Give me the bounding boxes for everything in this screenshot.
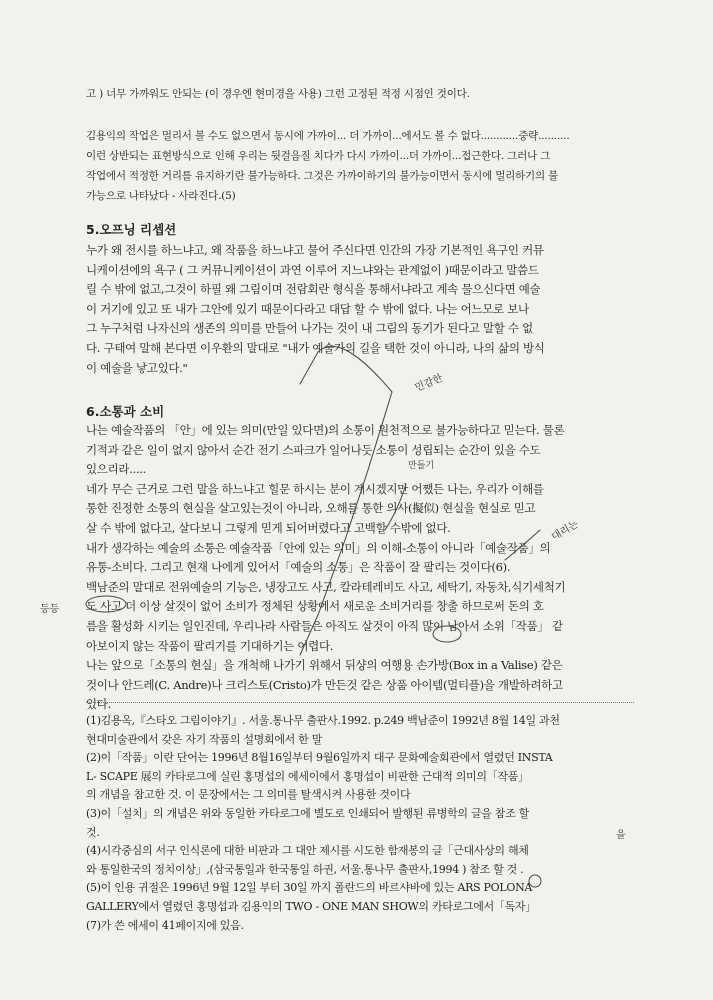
quote-line: 가능으로 나타났다 - 사라진다.(5) xyxy=(86,190,236,202)
body-line: 나는 예술작품의 「안」에 있는 의미(만일 있다면)의 소통이 원천적으로 불가능하다고 믿는다. 물론 xyxy=(86,423,565,437)
footnote-line: 와 통일한국의 정치이상」,(삼국통일과 한국통일 하권, 서울.통나무 출판사,1994 ) 참조 할 것 . xyxy=(86,862,524,876)
footnote-line: 의 개념을 참고한 것. 이 문장에서는 그 의미를 탈색시켜 사용한 것이다 xyxy=(86,788,411,802)
annotation-long-stroke xyxy=(300,392,392,655)
annotation-check-stroke xyxy=(300,346,392,392)
footnote-line: (3)이「설치」의 개념은 위와 동일한 카타로그에 별도로 인쇄되어 발행된 류병학의 글을 참조 할 xyxy=(86,806,529,820)
header-line: 고 ) 너무 가까워도 안되는 (이 경우엔 현미경을 사용) 그런 고정된 적정 시점인 것이다. xyxy=(86,88,470,100)
annotation-circle-ajik xyxy=(433,626,461,642)
section-5-title: 5.오프닝 리셉션 xyxy=(86,222,177,237)
handwritten-note-mid: 만들기 xyxy=(408,461,435,471)
body-line: 살 수 밖에 없다고, 살다보니 그렇게 믿게 되어버렸다고 고백할 수밖에 없다. xyxy=(86,520,451,535)
body-line: 이 거기에 있고 또 내가 그안에 있기 때문이다라고 대답 할 수 밖에 없다. 나는 어느모로 보나 xyxy=(86,301,529,316)
body-line: 것이나 안드레(C. Andre)나 크리스토(Cristo)가 만든것 같은 상품 아이템(멀티플)을 개발하려하고 xyxy=(86,677,563,692)
body-line: 있으리라..... xyxy=(86,462,147,477)
section-6-title: 6.소통과 소비 xyxy=(86,404,165,419)
body-line: 백남준의 말대로 전위예술의 기능은, 냉장고도 사고, 칼라테레비도 사고, 세탁기, 자동차,식기세척기 xyxy=(86,579,566,594)
body-line: 기적과 같은 일이 없지 않아서 순간 전기 스파크가 일어나듯 소통이 성립되는 순간이 있을 수도 xyxy=(86,442,541,457)
body-line: 릴 수 밖에 없고,그것이 하필 왜 그림이며 전람회란 형식을 통해서냐라고 계속 물으신다면 예술 xyxy=(86,282,541,297)
body-line: 누가 왜 전시를 하느냐고, 왜 작품을 하느냐고 물어 주신다면 인간의 가장 기본적인 욕구인 커뮤 xyxy=(86,243,544,257)
footnote-line: (1)김용옥,『스타오 그림이야기』. 서울.통나무 출판사.1992. p.249 백남준이 1992년 8월 14일 과천 xyxy=(86,714,560,727)
body-line: 도 사고 더 이상 살것이 없어 소비가 정체된 상황에서 새로운 소비거리를 창출 하므로써 돈의 호 xyxy=(86,599,544,614)
annotation-circle-footnote xyxy=(529,875,541,887)
quote-line: 작업에서 적정한 거리를 유지하기란 불가능하다. 그것은 가까이하기의 불가능이면서 동시에 멀리하기의 불 xyxy=(86,170,559,182)
handwritten-note-top: 민감한 xyxy=(413,372,445,394)
body-line: 유통-소비다. 그리고 현재 나에게 있어서「예술의 소통」은 작품이 잘 팔리는 것이다(6). xyxy=(86,560,511,575)
body-line: 니케이션에의 욕구 ( 그 커뮤니케이션이 과연 이루어 지느냐와는 관계없이 )때문이라고 말씀드 xyxy=(86,262,539,277)
quote-line: 김용익의 작업은 멀리서 볼 수도 없으면서 동시에 가까이... 더 가까이...에서도 볼 수 없다............중략.......... xyxy=(86,130,570,142)
handwritten-note-right: 대리는 xyxy=(550,518,581,543)
footnote-line: GALLERY에서 열렸던 홍명섭과 김용익의 TWO - ONE MAN SHOW의 카타로그에서「독자」 xyxy=(86,899,536,913)
body-line: 네가 무슨 근거로 그런 말을 하느냐고 힐문 하시는 분이 계시겠지만 어쨌든 나는, 우리가 이해를 xyxy=(86,481,544,496)
body-line: 있다. xyxy=(86,697,111,712)
footnote-line: (5)이 인용 귀절은 1996년 9월 12일 부터 30일 까지 폴란드의 바르샤바에 있는 ARS POLONA xyxy=(86,881,533,895)
footnote-line: (2)이「작품」이란 단어는 1996년 8월16일부터 9월6일까지 대구 문화예술회관에서 열렸던 INSTA xyxy=(86,751,553,765)
footnote-line: 현대미술관에서 갖은 자기 작품의 설명회에서 한 말 xyxy=(86,732,323,746)
annotation-circle-do-sago xyxy=(86,596,126,612)
footnote-line: L- SCAPE 展의 카타로그에 실린 홍명섭의 에세이에서 홍명섭이 비판한 근대적 의미의「작품」 xyxy=(86,769,529,783)
body-line: 통한 진정한 소통의 현실을 살고있는것이 아니라, 오해를 통한 의사(擬似) 현실을 현실로 믿고 xyxy=(86,501,536,516)
annotation-right-stroke xyxy=(505,530,540,560)
footnote-line: 것. xyxy=(86,825,100,839)
handwritten-note-footnote: 을 xyxy=(616,830,626,841)
body-line: 나는 앞으로「소통의 현실」을 개척해 나가기 위해서 뒤샹의 여행용 손가방(Box in a Valise) 같은 xyxy=(86,658,563,673)
footnote-line: (4)시각중심의 서구 인식론에 대한 비판과 그 대안 제시를 시도한 함재봉의 글「근대사상의 해체 xyxy=(86,844,529,858)
body-line: 이 예술을 낳고있다." xyxy=(86,360,188,375)
body-line: 아보이지 않는 작품이 팔리기를 기대하기는 어렵다. xyxy=(86,638,334,653)
body-line: 그 누구처럼 나자신의 생존의 의미를 만들어 나가는 것이 내 그림의 동기가 된다고 말할 수 없 xyxy=(86,321,533,336)
body-line: 름을 활성화 시키는 일인진데, 우리나라 사람들은 아직도 살것이 아직 많이 남아서 소위「작품」 같 xyxy=(86,618,563,633)
body-line: 다. 구태여 말해 본다면 이우환의 말대로 "내가 예술가의 길을 택한 것이 아니라, 나의 삶의 방식 xyxy=(86,340,545,355)
annotation-arrow-stroke xyxy=(385,484,406,530)
body-line: 내가 생각하는 예술의 소통은 예술작품「안에 있는 의미」의 이해-소통이 아니라「예술작품」의 xyxy=(86,540,551,555)
quote-line: 이런 상반되는 표현방식으로 인해 우리는 뒷걸음질 치다가 다시 가까이...더 가까이...접근한다. 그러나 그 xyxy=(86,150,551,162)
footnote-line: (7)가 쓴 에세이 41페이지에 있음. xyxy=(86,918,244,932)
handwritten-note-left: 등등 xyxy=(40,604,60,615)
